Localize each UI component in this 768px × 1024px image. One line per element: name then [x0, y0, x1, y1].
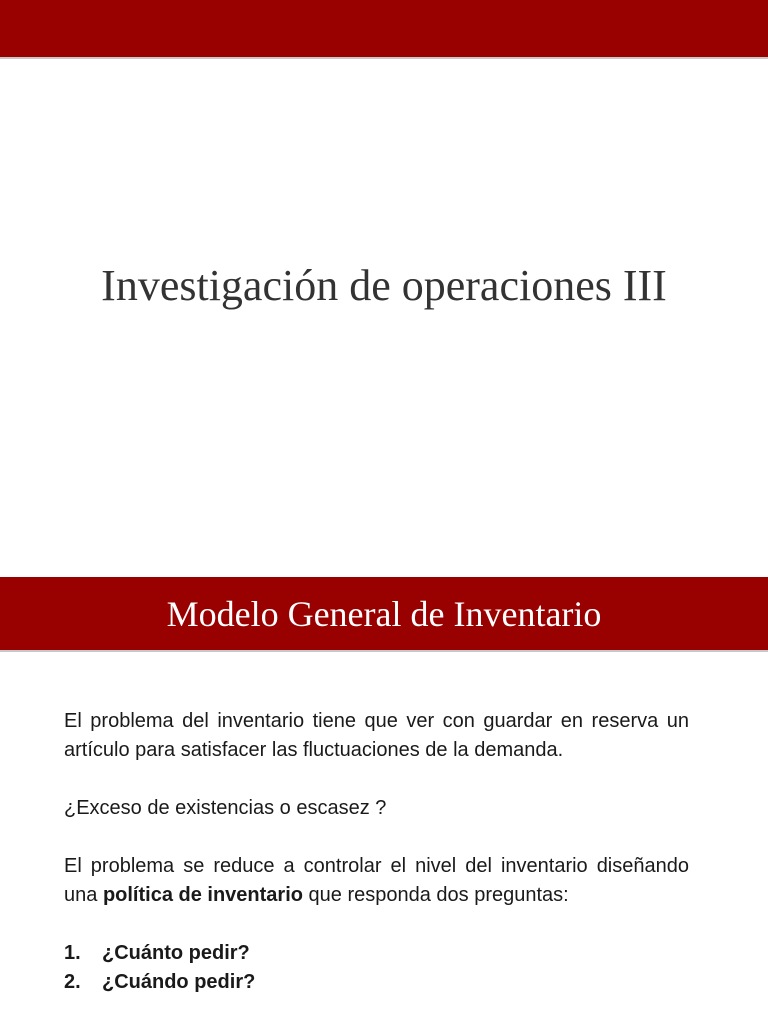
paragraph-policy — [64, 852, 689, 910]
slide1-header-band — [0, 0, 768, 59]
paragraph-inventory-problem: El problema del inventario tiene que ver con guardar en reserva un artículo para satisfacer las fluctuaciones de la demanda. — [64, 710, 689, 761]
slide2-body — [64, 707, 689, 997]
slide2-title-band — [0, 577, 768, 652]
paragraph-policy-bold: política de inventario — [102, 884, 303, 906]
paragraph-policy-text-end: que responda dos preguntas: — [302, 884, 569, 906]
slide2-title: Modelo General de Inventario — [166, 593, 602, 634]
list-item — [64, 939, 689, 968]
questions-list — [64, 939, 689, 997]
list-item-number: 1. — [64, 942, 81, 964]
list-item — [64, 968, 689, 997]
list-item-number: 2. — [64, 971, 81, 993]
slide1-title: Investigación de operaciones III — [101, 261, 667, 310]
paragraph-policy-text-start: El problema se reduce a controlar el nivel del inventario diseñando una — [64, 855, 689, 906]
list-item-text: ¿Cuándo pedir? — [102, 971, 256, 993]
paragraph-question: ¿Exceso de existencias o escasez ? — [64, 797, 387, 819]
list-item-text: ¿Cuánto pedir? — [102, 942, 250, 964]
